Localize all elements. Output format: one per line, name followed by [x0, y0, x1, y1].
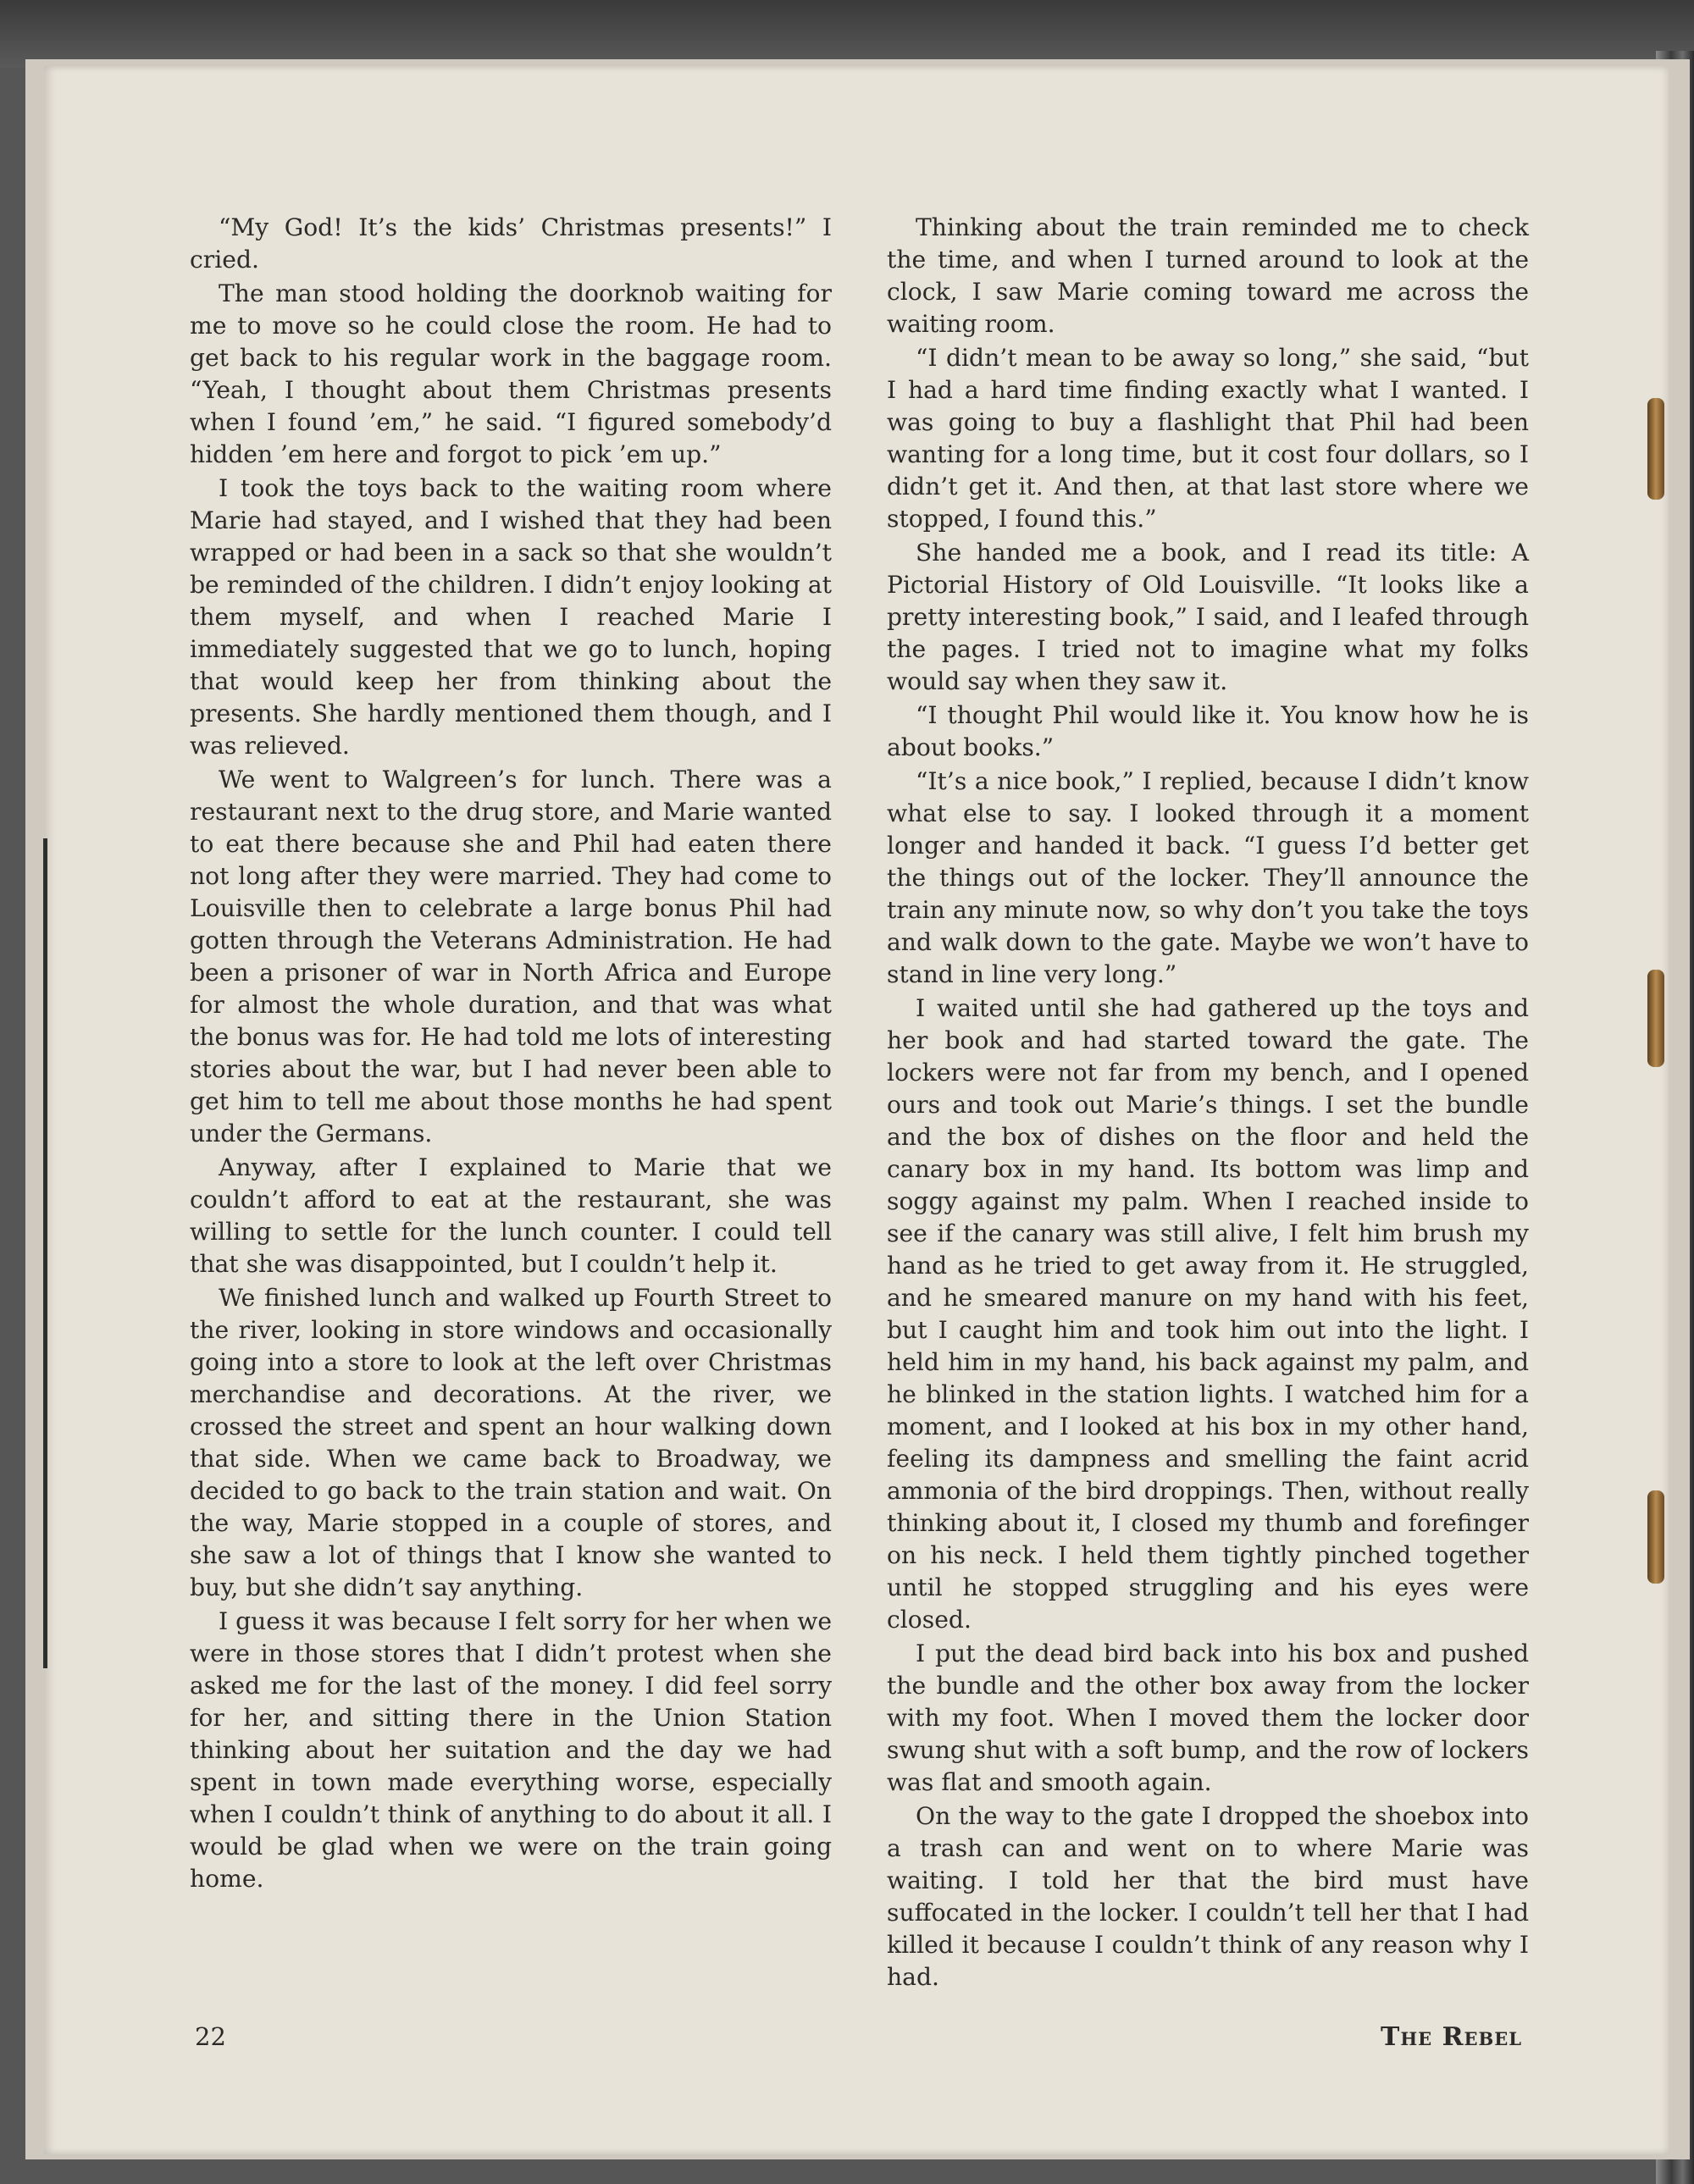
page-number: 22: [195, 2022, 226, 2051]
paragraph: We went to Walgreen’s for lunch. There was a restaurant next to the drug store, and Marie wanted to eat there because she and Phil had eaten there not long after they were married. They had come to Louisville then to celebrate a large bonus Phil had gotten through the Veterans Administration. He had been a prisoner of war in North Africa and Europe for almost the whole duration, and that was what the bonus was for. He had told me lots of interesting stories about the war, but I had never been able to get him to tell me about those months he had spent under the Germans.: [190, 766, 832, 1147]
left-text-column: [190, 212, 832, 2032]
right-text-column: [887, 212, 1529, 2032]
paragraph: I took the toys back to the waiting room where Marie had stayed, and I wished that they had been wrapped or had been in a sack so that she wouldn’t be reminded of the children. I didn’t enjoy looking at them myself, and when I reached Marie I immediately suggested that we go to lunch, hoping that would keep her from thinking about the presents. She hardly mentioned them though, and I was relieved.: [190, 474, 832, 760]
paragraph: “It’s a nice book,” I replied, because I didn’t know what else to say. I looked through it a moment longer and handed it back. “I guess I’d better get the things out of the locker. They’ll announce the train any minute now, so why don’t you take the toys and walk down to the gate. Maybe we won’t have to stand in line very long.”: [887, 767, 1529, 988]
paragraph: She handed me a book, and I read its title: A Pictorial History of Old Louisville. “It looks like a pretty interesting book,” I said, and I leafed through the pages. I tried not to imagine what my folks would say when they saw it.: [887, 539, 1529, 695]
paragraph: Thinking about the train reminded me to check the time, and when I turned around to look at the clock, I saw Marie coming toward me across the waiting room.: [887, 213, 1529, 338]
paragraph: “My God! It’s the kids’ Christmas presents!” I cried.: [190, 213, 832, 274]
staple: [1647, 970, 1664, 1067]
staple: [1647, 398, 1664, 500]
scan-background: [0, 0, 1694, 68]
paragraph: We finished lunch and walked up Fourth Street to the river, looking in store windows and occasionally going into a store to look at the left over Christmas merchandise and decorations. At the river, we crossed the street and spent an hour walking down that side. When we came back to Broadway, we decided to go back to the train station and wait. On the way, Marie stopped in a couple of stores, and she saw a lot of things that I know she wanted to buy, but she didn’t say anything.: [190, 1284, 832, 1601]
paragraph: I put the dead bird back into his box and pushed the bundle and the other box away from the locker with my foot. When I moved them the locker door swung shut with a soft bump, and the row of lockers was flat and smooth again.: [887, 1639, 1529, 1796]
publication-name: The Rebel: [1381, 2022, 1523, 2052]
paragraph: Anyway, after I explained to Marie that we couldn’t afford to eat at the restaurant, she was willing to settle for the lunch counter. I could tell that she was disappointed, but I couldn’t help it.: [190, 1153, 832, 1278]
paragraph: I waited until she had gathered up the toys and her book and had started toward the gate. The lockers were not far from my bench, and I opened ours and took out Marie’s things. I set the bundle and the box of dishes on the floor and held the canary box in my hand. Its bottom was limp and soggy against my palm. When I reached inside to see if the canary was still alive, I felt him brush my hand as he tried to get away from it. He struggled, and he smeared manure on my hand with his feet, but I caught him and took him out into the light. I held him in my hand, his back against my palm, and he blinked in the station lights. I watched him for a moment, and I looked at his box in my other hand, feeling its dampness and smelling the faint acrid ammonia of the bird droppings. Then, without really thinking about it, I closed my thumb and forefinger on his neck. I held them tightly pinched together until he stopped struggling and his eyes were closed.: [887, 994, 1529, 1634]
paragraph: “I didn’t mean to be away so long,” she said, “but I had a hard time finding exactly what I wanted. I was going to buy a flashlight that Phil had been wanting for a long time, but it cost four dollars, so I didn’t get it. And then, at that last store where we stopped, I found this.”: [887, 344, 1529, 533]
binding-shadow: [43, 838, 47, 1668]
paragraph: “I thought Phil would like it. You know how he is about books.”: [887, 701, 1529, 761]
paragraph: The man stood holding the doorknob waiting for me to move so he could close the room. He had to get back to his regular work in the baggage room. “Yeah, I thought about them Christmas presents when I found ’em,” he said. “I figured somebody’d hidden ’em here and forgot to pick ’em up.”: [190, 279, 832, 468]
staple: [1647, 1490, 1664, 1584]
paragraph: I guess it was because I felt sorry for her when we were in those stores that I didn’t protest when she asked me for the last of the money. I did feel sorry for her, and sitting there in the Union Station thinking about her suitation and the day we had spent in town made everything worse, especially when I couldn’t think of anything to do about it all. I would be glad when we were on the train going home.: [190, 1607, 832, 1893]
paragraph: On the way to the gate I dropped the shoebox into a trash can and went on to where Marie was waiting. I told her that the bird must have suffocated in the locker. I couldn’t tell her that I had killed it because I couldn’t think of any reason why I had.: [887, 1802, 1529, 1991]
